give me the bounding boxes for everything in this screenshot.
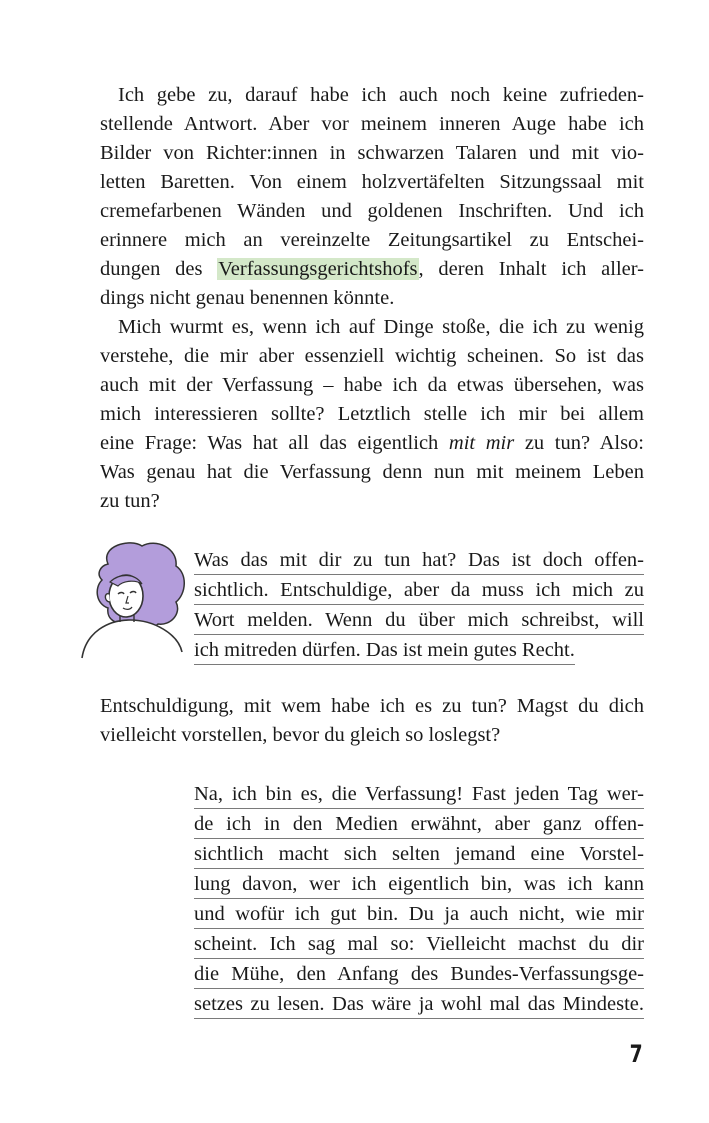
text-line: vielleicht vorstellen, bevor du gleich so loslegst? (100, 724, 501, 746)
text-line: verstehe, die mir aber essenziell wichtig scheinen. So ist das (100, 345, 644, 367)
text-line: stellende Antwort. Aber vor meinem inneren Auge habe ich (100, 113, 644, 135)
quote-line: ich mitreden dürfen. Das ist mein gutes Recht. (194, 636, 575, 665)
text-line: dings nicht genau benennen könnte. (100, 287, 395, 309)
text-fragment: , deren Inhalt ich aller- (418, 258, 644, 280)
quote-line: setzes zu lesen. Das wäre ja wohl mal das Mindeste. (194, 990, 644, 1019)
text-line: Ich gebe zu, darauf habe ich auch noch keine zufrieden- (118, 84, 644, 106)
quote-line: Na, ich bin es, die Verfassung! Fast jeden Tag wer- (194, 780, 644, 809)
quote-line: Was das mit dir zu tun hat? Das ist doch offen- (194, 546, 644, 575)
text-line: erinnere mich an vereinzelte Zeitungsartikel zu Entschei- (100, 229, 644, 251)
text-line: mich interessieren sollte? Letztlich stelle ich mir bei allem (100, 403, 644, 425)
verfassung-quote-2 (194, 780, 644, 1020)
emphasis-text: mit mir (448, 432, 515, 454)
quote-line: und wofür ich gut bin. Du ja auch nicht, wie mir (194, 900, 644, 929)
text-line: Mich wurmt es, wenn ich auf Dinge stoße, die ich zu wenig (118, 316, 644, 338)
quote-line: sichtlich. Entschuldige, aber da muss ich mich zu (194, 576, 644, 605)
verfassung-character-icon (78, 540, 190, 662)
text-line: zu tun? (100, 490, 160, 512)
paragraph-1 (100, 81, 644, 313)
quote-line: de ich in den Medien erwähnt, aber ganz offen- (194, 810, 644, 839)
page-number: 7 (629, 1040, 643, 1068)
text-fragment: dungen des (100, 258, 218, 280)
text-line: cremefarbenen Wänden und goldenen Inschriften. Und ich (100, 200, 644, 222)
quote-line: Wort melden. Wenn du über mich schreibst, will (194, 606, 644, 635)
text-line: Bilder von Richter:innen in schwarzen Talaren und mit vio- (100, 142, 644, 164)
text-fragment: zu tun? Also: (514, 432, 644, 454)
verfassung-quote-1 (194, 546, 644, 666)
text-fragment: eine Frage: Was hat all das eigentlich (100, 432, 449, 454)
quote-line: lung davon, wer ich eigentlich bin, was ich kann (194, 870, 644, 899)
text-line-with-highlight (100, 255, 644, 284)
quote-line: scheint. Ich sag mal so: Vielleicht machst du dir (194, 930, 644, 959)
text-line: letten Baretten. Von einem holzvertäfelten Sitzungssaal mit (100, 171, 644, 193)
paragraph-2 (100, 313, 644, 516)
quote-line: sichtlich macht sich selten jemand eine Vorstel- (194, 840, 644, 869)
paragraph-3 (100, 692, 644, 750)
text-line: Was genau hat die Verfassung denn nun mit meinem Leben (100, 461, 644, 483)
text-line: Entschuldigung, mit wem habe ich es zu tun? Magst du dich (100, 695, 644, 717)
text-line-with-emphasis (100, 429, 644, 458)
quote-line: die Mühe, den Anfang des Bundes-Verfassungsge- (194, 960, 644, 989)
highlighted-term: Verfassungsgerichtshofs (218, 258, 418, 280)
text-line: auch mit der Verfassung – habe ich da etwas übersehen, was (100, 374, 644, 396)
